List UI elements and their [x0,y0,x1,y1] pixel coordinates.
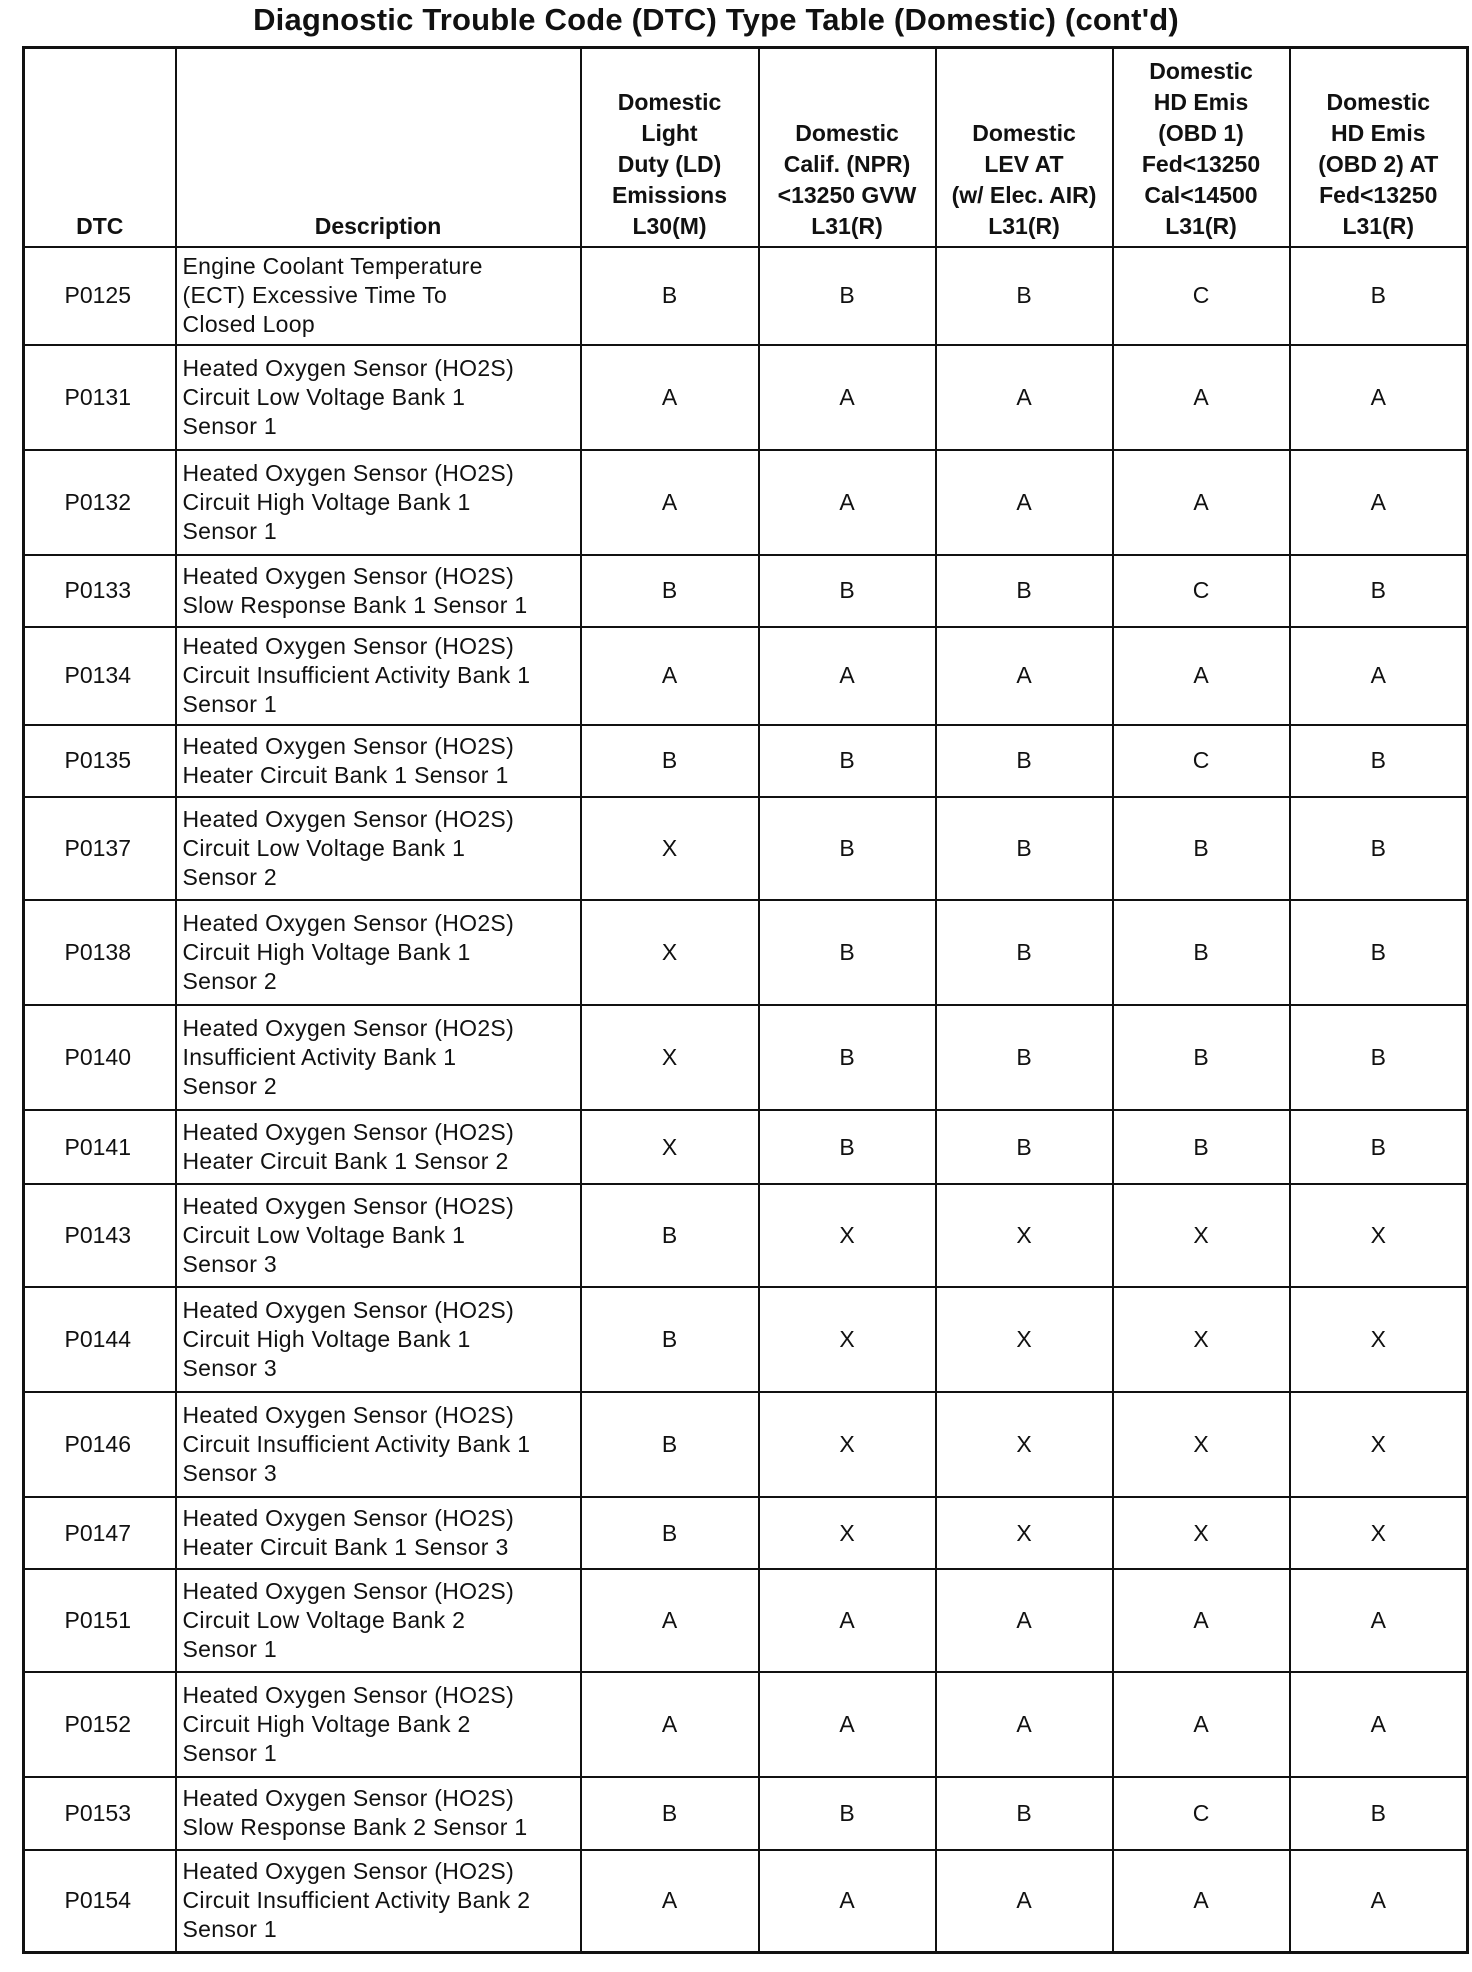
dtc-code-cell: P0132 [24,450,176,555]
dtc-type-cell: A [759,1569,936,1672]
dtc-type-cell: A [581,627,759,725]
header-domestic-light-duty: Domestic Light Duty (LD) Emissions L30(M) [581,48,759,248]
table-row [24,1110,1468,1184]
dtc-type-cell: A [936,450,1113,555]
dtc-type-cell: B [936,1110,1113,1184]
table-row [24,1497,1468,1569]
dtc-type-cell: B [1290,1110,1468,1184]
dtc-type-cell: B [936,1005,1113,1110]
header-domestic-lev-at: Domestic LEV AT (w/ Elec. AIR) L31(R) [936,48,1113,248]
table-row [24,1287,1468,1392]
dtc-type-cell: A [936,1672,1113,1777]
table-body [24,247,1468,1953]
dtc-code-cell: P0151 [24,1569,176,1672]
table-row [24,725,1468,797]
dtc-code-cell: P0140 [24,1005,176,1110]
dtc-type-cell: A [581,345,759,450]
dtc-type-cell: A [759,1672,936,1777]
dtc-type-cell: B [1290,555,1468,627]
table-row [24,1005,1468,1110]
dtc-type-cell: B [1113,797,1290,900]
dtc-code-cell: P0135 [24,725,176,797]
dtc-code-cell: P0134 [24,627,176,725]
header-dtc: DTC [24,48,176,248]
dtc-type-cell: A [1113,1569,1290,1672]
dtc-description-cell: Heated Oxygen Sensor (HO2S) Heater Circuit Bank 1 Sensor 3 [176,1497,581,1569]
dtc-type-cell: B [936,555,1113,627]
dtc-type-cell: X [581,797,759,900]
dtc-type-cell: A [1113,450,1290,555]
dtc-type-cell: B [759,1110,936,1184]
dtc-type-cell: X [759,1392,936,1497]
dtc-code-cell: P0125 [24,247,176,345]
dtc-description-cell: Heated Oxygen Sensor (HO2S) Circuit Low Voltage Bank 1 Sensor 1 [176,345,581,450]
table-row [24,247,1468,345]
dtc-type-cell: A [1290,345,1468,450]
dtc-type-cell: A [1113,345,1290,450]
dtc-type-cell: B [936,247,1113,345]
dtc-description-cell: Heated Oxygen Sensor (HO2S) Heater Circuit Bank 1 Sensor 2 [176,1110,581,1184]
dtc-type-cell: A [759,450,936,555]
dtc-type-cell: B [581,1497,759,1569]
dtc-code-cell: P0153 [24,1777,176,1849]
table-header-row [24,48,1468,248]
dtc-type-cell: B [936,1777,1113,1849]
table-row [24,1184,1468,1287]
dtc-type-cell: A [1290,1850,1468,1953]
dtc-type-cell: X [1290,1184,1468,1287]
dtc-type-cell: A [936,345,1113,450]
dtc-type-cell: A [1290,1672,1468,1777]
dtc-description-cell: Engine Coolant Temperature (ECT) Excessive Time To Closed Loop [176,247,581,345]
dtc-type-cell: X [1113,1392,1290,1497]
dtc-type-cell: B [1113,900,1290,1005]
dtc-type-cell: A [759,345,936,450]
dtc-code-cell: P0146 [24,1392,176,1497]
dtc-type-cell: A [581,1672,759,1777]
dtc-type-cell: X [1113,1287,1290,1392]
dtc-type-cell: C [1113,1777,1290,1849]
dtc-description-cell: Heated Oxygen Sensor (HO2S) Slow Response Bank 1 Sensor 1 [176,555,581,627]
dtc-type-cell: A [936,627,1113,725]
header-domestic-hd-emis-obd2: Domestic HD Emis (OBD 2) AT Fed<13250 L31(R) [1290,48,1468,248]
dtc-type-cell: X [759,1287,936,1392]
dtc-description-cell: Heated Oxygen Sensor (HO2S) Slow Response Bank 2 Sensor 1 [176,1777,581,1849]
header-domestic-calif-npr: Domestic Calif. (NPR) <13250 GVW L31(R) [759,48,936,248]
dtc-type-cell: A [581,450,759,555]
dtc-type-cell: A [1290,450,1468,555]
dtc-description-cell: Heated Oxygen Sensor (HO2S) Heater Circuit Bank 1 Sensor 1 [176,725,581,797]
table-row [24,345,1468,450]
dtc-type-cell: B [759,1005,936,1110]
dtc-type-cell: B [759,1777,936,1849]
dtc-type-cell: X [936,1184,1113,1287]
dtc-description-cell: Heated Oxygen Sensor (HO2S) Circuit High Voltage Bank 1 Sensor 1 [176,450,581,555]
dtc-type-cell: B [581,555,759,627]
dtc-type-cell: X [759,1497,936,1569]
page-title: Diagnostic Trouble Code (DTC) Type Table (Domestic) (cont'd) [253,2,1179,37]
dtc-type-cell: B [1290,1005,1468,1110]
dtc-code-cell: P0141 [24,1110,176,1184]
dtc-code-cell: P0144 [24,1287,176,1392]
dtc-type-cell: B [936,900,1113,1005]
dtc-type-cell: B [1290,1777,1468,1849]
dtc-description-cell: Heated Oxygen Sensor (HO2S) Circuit High Voltage Bank 1 Sensor 3 [176,1287,581,1392]
dtc-type-cell: B [581,1392,759,1497]
dtc-type-cell: A [936,1850,1113,1953]
dtc-type-cell: A [759,627,936,725]
dtc-type-cell: B [1290,725,1468,797]
dtc-type-cell: B [1113,1110,1290,1184]
dtc-type-cell: X [1113,1497,1290,1569]
dtc-type-cell: A [1290,627,1468,725]
dtc-type-cell: B [581,1184,759,1287]
dtc-type-cell: B [581,247,759,345]
dtc-type-cell: B [1290,247,1468,345]
table-row [24,900,1468,1005]
dtc-type-cell: B [1290,900,1468,1005]
dtc-code-cell: P0143 [24,1184,176,1287]
dtc-type-cell: X [936,1392,1113,1497]
dtc-type-cell: X [1290,1392,1468,1497]
table-row [24,1392,1468,1497]
dtc-description-cell: Heated Oxygen Sensor (HO2S) Insufficient Activity Bank 1 Sensor 2 [176,1005,581,1110]
dtc-type-cell: X [581,1005,759,1110]
dtc-type-cell: X [936,1497,1113,1569]
dtc-type-cell: A [936,1569,1113,1672]
dtc-description-cell: Heated Oxygen Sensor (HO2S) Circuit Low Voltage Bank 1 Sensor 2 [176,797,581,900]
dtc-type-cell: X [1113,1184,1290,1287]
dtc-description-cell: Heated Oxygen Sensor (HO2S) Circuit Insufficient Activity Bank 2 Sensor 1 [176,1850,581,1953]
dtc-code-cell: P0147 [24,1497,176,1569]
table-row [24,555,1468,627]
dtc-type-cell: A [1113,1850,1290,1953]
dtc-type-cell: B [759,247,936,345]
dtc-code-cell: P0152 [24,1672,176,1777]
table-row [24,797,1468,900]
dtc-description-cell: Heated Oxygen Sensor (HO2S) Circuit High Voltage Bank 1 Sensor 2 [176,900,581,1005]
table-row [24,450,1468,555]
dtc-type-cell: A [581,1569,759,1672]
dtc-type-cell: X [1290,1497,1468,1569]
dtc-code-cell: P0133 [24,555,176,627]
dtc-type-cell: A [1113,1672,1290,1777]
dtc-type-cell: A [759,1850,936,1953]
dtc-type-cell: C [1113,247,1290,345]
dtc-description-cell: Heated Oxygen Sensor (HO2S) Circuit Insufficient Activity Bank 1 Sensor 3 [176,1392,581,1497]
table-row [24,1569,1468,1672]
dtc-type-cell: A [581,1850,759,1953]
table-row [24,1672,1468,1777]
dtc-type-cell: C [1113,725,1290,797]
dtc-type-cell: A [1113,627,1290,725]
dtc-type-cell: B [759,555,936,627]
header-description: Description [176,48,581,248]
table-row [24,1850,1468,1953]
dtc-type-cell: B [1290,797,1468,900]
table-row [24,1777,1468,1849]
dtc-type-cell: B [759,797,936,900]
dtc-code-cell: P0154 [24,1850,176,1953]
dtc-type-cell: B [1113,1005,1290,1110]
dtc-type-table [22,46,1469,1954]
dtc-type-cell: X [581,1110,759,1184]
dtc-type-cell: B [759,725,936,797]
dtc-code-cell: P0137 [24,797,176,900]
dtc-type-cell: X [759,1184,936,1287]
dtc-type-cell: X [1290,1287,1468,1392]
dtc-type-cell: B [936,725,1113,797]
dtc-description-cell: Heated Oxygen Sensor (HO2S) Circuit Insufficient Activity Bank 1 Sensor 1 [176,627,581,725]
dtc-description-cell: Heated Oxygen Sensor (HO2S) Circuit High Voltage Bank 2 Sensor 1 [176,1672,581,1777]
dtc-code-cell: P0131 [24,345,176,450]
dtc-type-cell: A [1290,1569,1468,1672]
dtc-type-cell: X [936,1287,1113,1392]
dtc-type-cell: X [581,900,759,1005]
dtc-type-cell: B [581,725,759,797]
dtc-type-cell: B [581,1287,759,1392]
dtc-type-cell: B [581,1777,759,1849]
header-domestic-hd-emis-obd1: Domestic HD Emis (OBD 1) Fed<13250 Cal<14500 L31(R) [1113,48,1290,248]
dtc-description-cell: Heated Oxygen Sensor (HO2S) Circuit Low Voltage Bank 2 Sensor 1 [176,1569,581,1672]
table-row [24,627,1468,725]
dtc-code-cell: P0138 [24,900,176,1005]
dtc-type-cell: B [759,900,936,1005]
dtc-description-cell: Heated Oxygen Sensor (HO2S) Circuit Low Voltage Bank 1 Sensor 3 [176,1184,581,1287]
dtc-type-cell: B [936,797,1113,900]
dtc-type-cell: C [1113,555,1290,627]
